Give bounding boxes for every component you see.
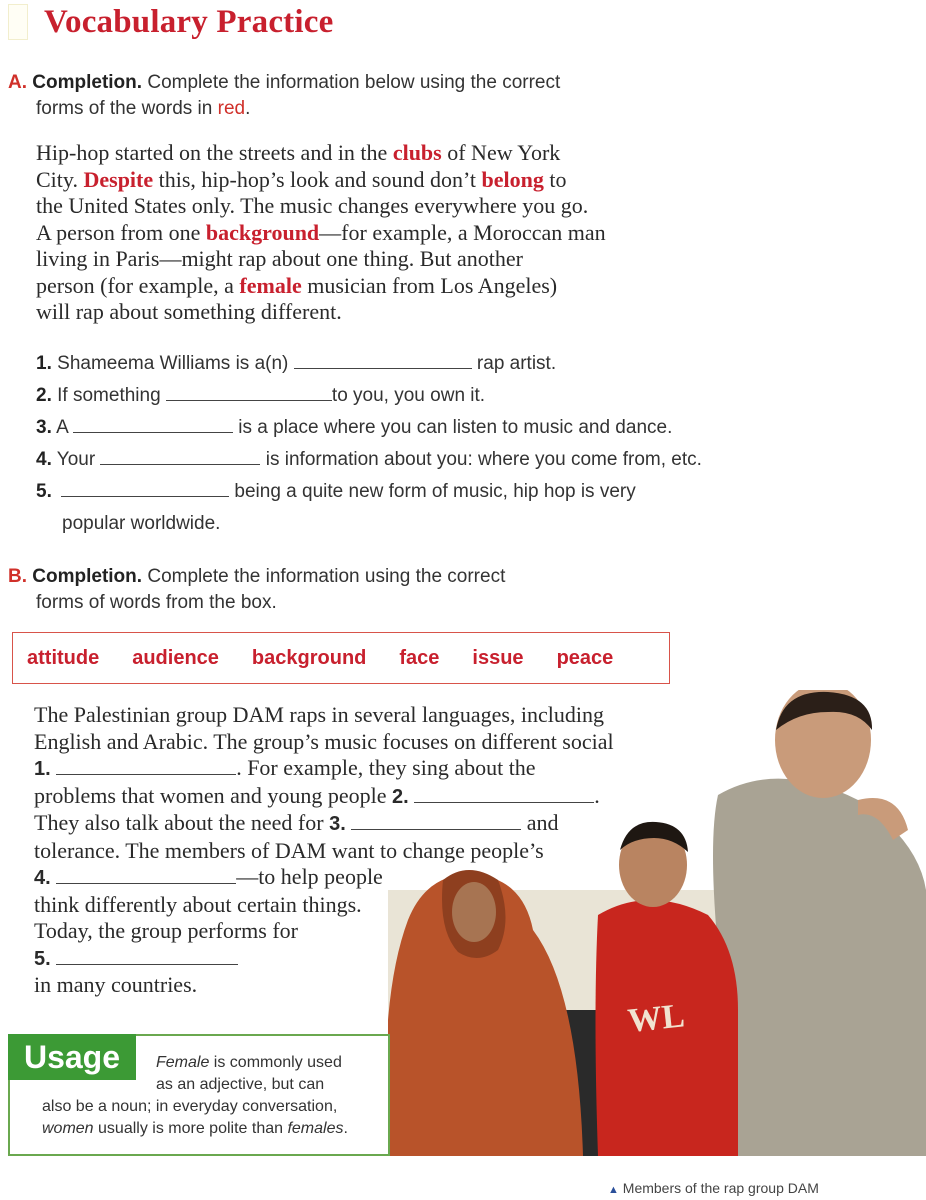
usage-text: is commonly used [209,1054,342,1071]
section-a-questions [36,348,916,540]
blank-number: 3. [329,813,346,835]
section-b-instr-line2: forms of words from the box. [36,592,277,613]
question-text: Your [56,449,101,470]
passage-a-text: of New York [441,140,561,165]
usage-em: Female [156,1054,210,1071]
passage-b-text: . [594,782,600,808]
usage-text-line1 [156,1052,342,1074]
usage-em: women [42,1120,94,1137]
passage-b-line: The Palestinian group DAM raps in several languages, including [34,702,605,727]
blank-number: 2. [392,785,409,808]
passage-b-line: in many countries. [34,972,198,997]
keyword-female: female [239,272,302,298]
answer-blank[interactable] [100,446,260,465]
section-a-heading: Completion. [32,72,143,93]
word-box-item: audience [132,646,219,669]
section-a-instruction [8,70,560,122]
word-box-item: face [399,646,440,669]
passage-b-text: problems that women and young people [34,782,393,808]
question-5-continued: popular worldwide. [62,513,221,534]
blank-number: 4. [34,867,51,889]
keyword-despite: Despite [83,166,154,192]
passage-a-text: City. [36,166,84,192]
answer-blank[interactable] [56,865,236,884]
svg-text:WL: WL [626,997,687,1040]
answer-blank[interactable] [414,784,594,803]
usage-text-line4 [42,1118,348,1140]
passage-a-text: musician from Los Angeles) [301,272,558,298]
usage-em: females [287,1120,344,1137]
question-3 [36,412,916,444]
passage-a-line: living in Paris—might rap about one thing. But another [36,246,523,271]
word-box-item: issue [472,646,524,669]
blank-number: 5. [34,947,51,970]
answer-blank[interactable] [73,414,233,433]
passage-a-line: the United States only. The music changes everywhere you go. [36,193,589,218]
word-box-item: peace [556,646,614,669]
answer-blank[interactable] [56,756,236,775]
passage-a-text: A person from one [36,219,206,245]
usage-label: Usage [8,1034,136,1080]
word-box [12,632,670,684]
blank-number: 1. [34,758,51,780]
section-b-heading: Completion. [32,566,143,587]
question-number: 5. [36,481,52,502]
section-a-instr-line1: Complete the information below using the correct [147,72,561,93]
section-a-passage [36,140,606,326]
section-a-instr-line2: forms of the words in [36,98,218,119]
passage-a-text: Hip-hop started on the streets and in the [36,140,393,165]
question-text: A [56,417,73,438]
question-1 [36,348,916,380]
question-text: to you, you own it. [331,385,486,406]
caption-text: Members of the rap group DAM [622,1180,819,1196]
passage-a-text: this, hip-hop’s look and sound don’t [153,166,482,192]
question-number: 3. [36,417,52,438]
passage-b-text: . For example, they sing about the [236,755,536,780]
section-a-instr-end: . [245,98,251,119]
answer-blank[interactable] [166,382,332,401]
passage-b-text: and [521,810,559,835]
passage-b-line: think differently about certain things. [34,891,362,917]
passage-b-line: tolerance. The members of DAM want to change people’s [34,837,544,863]
photo-caption [608,1180,819,1196]
question-text: being a quite new form of music, hip hop is very [229,481,636,502]
triangle-icon: ▲ [608,1184,619,1196]
usage-text: . [343,1120,348,1137]
section-b-instruction [8,564,505,616]
section-b-instr-line1: Complete the information using the correct [147,566,506,587]
usage-text-line2: as an adjective, but can [156,1076,325,1093]
section-b-passage [34,702,614,999]
question-2 [36,380,916,412]
question-4 [36,444,916,476]
question-5 [36,476,916,508]
answer-blank[interactable] [56,946,238,965]
question-text: If something [57,385,166,406]
passage-a-text: —for example, a Moroccan man [319,219,606,245]
word-box-item: background [251,646,367,669]
section-b-letter: B. [8,566,27,587]
question-text: is information about you: where you come from, etc. [260,449,702,470]
passage-a-line: will rap about something different. [36,299,342,324]
passage-a-text: to [543,166,567,192]
passage-b-line: English and Arabic. The group’s music focuses on different social [34,728,614,754]
section-a-instr-red: red [217,98,246,119]
usage-text-line3: also be a noun; in everyday conversation, [42,1098,338,1115]
keyword-belong: belong [481,166,544,192]
answer-blank[interactable] [61,478,229,497]
passage-a-text: person (for example, a [36,272,240,298]
question-number: 1. [36,353,52,374]
passage-b-line: Today, the group performs for [34,918,299,943]
question-number: 2. [36,385,52,406]
question-text: rap artist. [471,353,557,374]
question-text: is a place where you can listen to music and dance. [233,417,673,438]
question-number: 4. [36,449,52,470]
section-a-letter: A. [8,72,27,93]
question-text: Shameema Williams is a(n) [57,353,294,374]
passage-b-text: They also talk about the need for [34,810,330,835]
usage-text: usually is more polite than [93,1120,288,1137]
keyword-background: background [205,219,320,245]
keyword-clubs: clubs [392,140,442,165]
word-box-item: attitude [27,646,100,669]
title-marker [8,4,28,40]
answer-blank[interactable] [294,350,472,369]
answer-blank[interactable] [351,811,521,830]
page-title: Vocabulary Practice [44,4,334,40]
passage-b-text: —to help people [236,864,383,889]
